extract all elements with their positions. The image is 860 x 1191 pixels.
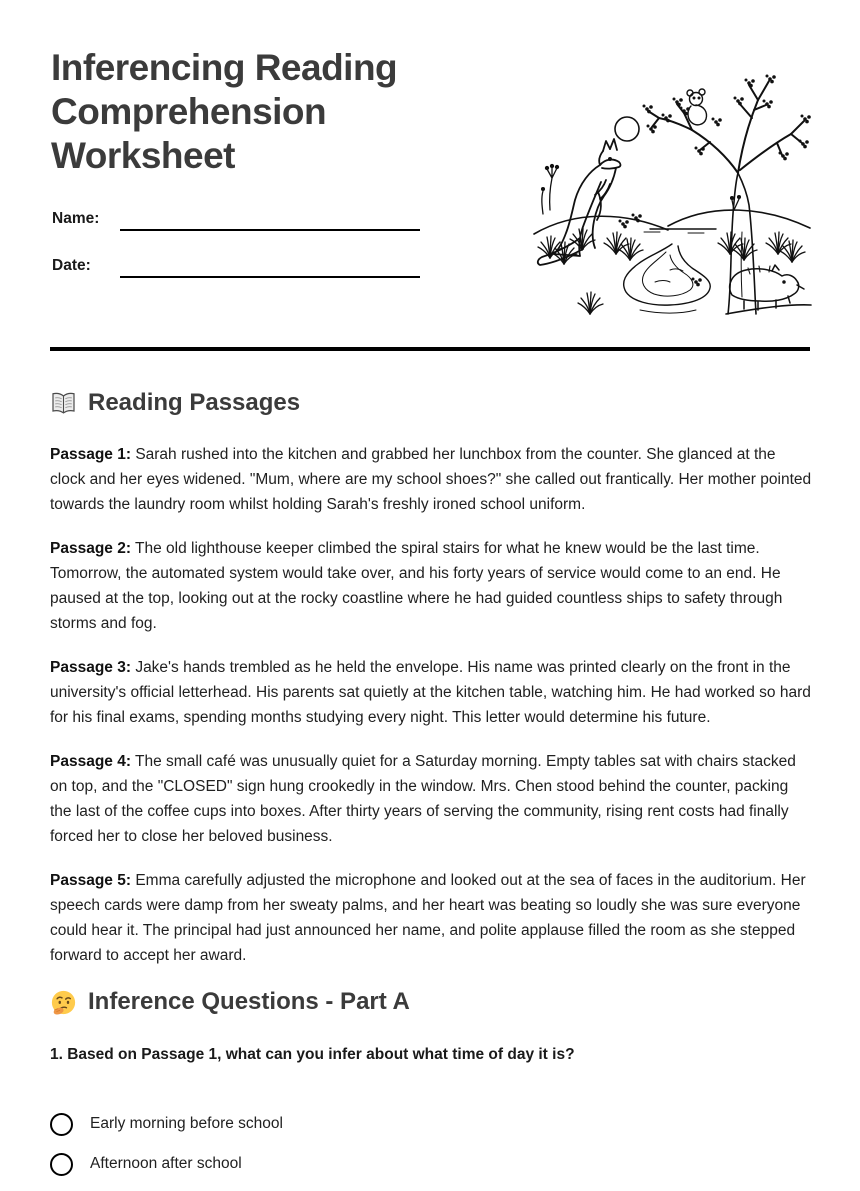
option-1-label: Early morning before school xyxy=(90,1115,283,1132)
passage-2-label: Passage 2: xyxy=(50,540,131,557)
passage-1-label: Passage 1: xyxy=(50,446,131,463)
open-book-icon xyxy=(50,390,77,417)
name-input-line[interactable] xyxy=(120,229,420,231)
outback-scene-illustration xyxy=(520,42,812,322)
outback-scene-svg xyxy=(520,42,812,322)
questions-heading-text: Inference Questions - Part A xyxy=(88,988,410,1015)
passages-heading-text: Reading Passages xyxy=(88,389,301,416)
sun xyxy=(615,117,639,141)
radio-button-option-1[interactable] xyxy=(50,1113,73,1136)
question-1-option-1[interactable] xyxy=(50,1111,812,1137)
section-divider xyxy=(50,347,810,351)
radio-button-option-2[interactable] xyxy=(50,1153,73,1176)
passage-3 xyxy=(50,655,812,730)
date-label: Date: xyxy=(52,257,91,274)
passage-4 xyxy=(50,749,812,849)
passage-5-label: Passage 5: xyxy=(50,872,131,889)
hills xyxy=(534,216,668,234)
passage-3-text: Jake's hands trembled as he held the envelope. His name was printed clearly on the front in the university's official letterhead. His parents sat quietly at the kitchen table, watching him. He had worked so hard for his final exams, spending months studying every night. This letter would determine his future. xyxy=(50,659,811,726)
thinking-face-icon xyxy=(50,989,77,1016)
passage-2 xyxy=(50,536,812,636)
koala xyxy=(687,89,707,125)
page-title: Inferencing Reading Comprehension Worksheet xyxy=(51,47,398,176)
option-2-label: Afternoon after school xyxy=(90,1155,242,1172)
passage-2-text: The old lighthouse keeper climbed the spiral stairs for what he knew would be the last time. Tomorrow, the automated system would take over, and his forty years of service would come to an end. He paused at the top, looking out at the rocky coastline where he had guided countless ships to safety through storms and fog. xyxy=(50,540,783,632)
plants xyxy=(542,165,741,287)
date-input-line[interactable] xyxy=(120,276,420,278)
passage-3-label: Passage 3: xyxy=(50,659,131,676)
passage-1-text: Sarah rushed into the kitchen and grabbed her lunchbox from the counter. She glanced at the clock and her eyes widened. "Mum, where are my school shoes?" she called out frantically. Her mother pointed towards the laundry room whilst holding Sarah's freshly ironed school uniform. xyxy=(50,446,812,513)
tree-trunk xyxy=(728,173,738,314)
passage-5-text: Emma carefully adjusted the microphone and looked out at the sea of faces in the auditorium. Her speech cards were damp from her sweaty palms, and her heart was beating so loudly she was sure everyone could hear it. The principal had just announced her name, and polite applause filled the room as she stepped forward to accept her award. xyxy=(50,872,806,964)
question-1-prompt: 1. Based on Passage 1, what can you infer about what time of day it is? xyxy=(50,1046,575,1063)
passage-4-label: Passage 4: xyxy=(50,753,131,770)
questions-section-heading xyxy=(50,987,812,1017)
question-1-option-2[interactable] xyxy=(50,1151,812,1177)
worksheet-body xyxy=(50,388,812,1191)
passage-4-text: The small café was unusually quiet for a Saturday morning. Empty tables sat with chairs stacked on top, and the "CLOSED" sign hung crookedly in the window. Mrs. Chen stood behind the counter, packing the last of the coffee cups into boxes. After thirty years of serving the community, rising rent costs had finally forced her to close her beloved business. xyxy=(50,753,796,845)
wombat xyxy=(730,265,804,310)
stream xyxy=(624,229,716,313)
passage-1 xyxy=(50,442,812,517)
name-label: Name: xyxy=(52,210,100,227)
passage-5 xyxy=(50,868,812,968)
passages-section-heading xyxy=(50,388,812,418)
